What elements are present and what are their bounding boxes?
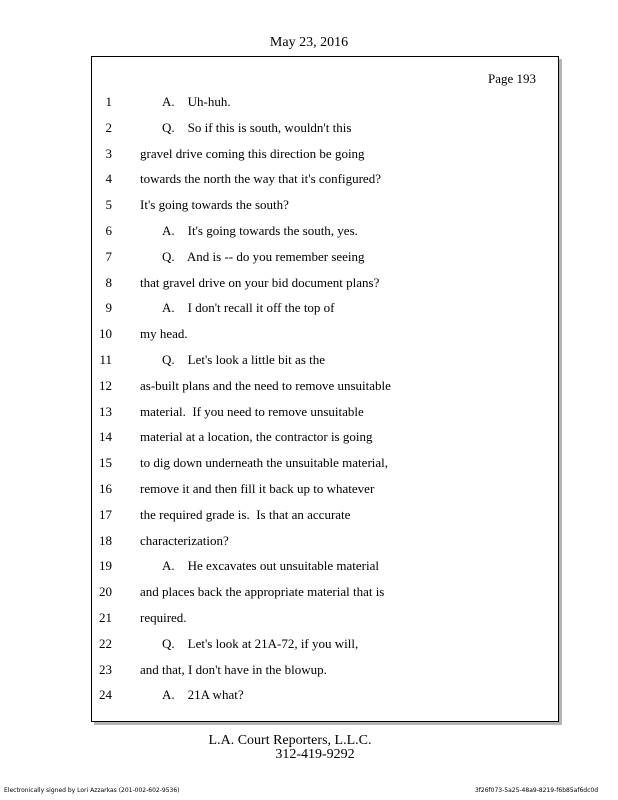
line-text: the required grade is. Is that an accurate	[140, 506, 351, 522]
transcript-line	[92, 171, 558, 187]
line-text: A. I don't recall it off the top of	[162, 300, 335, 316]
line-text: A. It's going towards the south, yes.	[162, 223, 358, 238]
reporter-company: L.A. Court Reporters, L.L.C.	[208, 733, 372, 748]
line-text: material at a location, the contractor is going	[140, 429, 373, 445]
document-hash: 3f26f073-5a25-48a9-8219-f6b85af6dc0d	[474, 787, 598, 794]
line-number: 1	[105, 94, 112, 109]
transcript-line	[92, 404, 558, 420]
line-number: 18	[99, 532, 112, 548]
line-text: It's going towards the south?	[140, 197, 289, 213]
transcript-line	[92, 146, 558, 162]
line-number: 19	[99, 558, 112, 574]
line-number: 10	[99, 326, 112, 342]
transcript-line	[92, 249, 558, 265]
line-number: 20	[99, 584, 112, 600]
line-number: 17	[99, 506, 112, 522]
line-text: A. 21A what?	[162, 687, 244, 703]
transcript-date: May 23, 2016	[269, 35, 349, 50]
transcript-line	[92, 120, 558, 136]
line-text: as-built plans and the need to remove unsuitable	[140, 377, 391, 393]
line-number: 4	[105, 171, 112, 187]
line-number: 2	[105, 119, 112, 135]
transcript-line	[92, 275, 558, 291]
line-number: 7	[105, 248, 112, 264]
line-text: and that, I don't have in the blowup.	[140, 661, 327, 677]
line-text: A. He excavates out unsuitable material	[162, 558, 379, 574]
transcript-line	[92, 455, 558, 471]
line-text: remove it and then fill it back up to whatever	[140, 481, 375, 496]
transcript-line	[92, 326, 558, 342]
line-number: 11	[99, 352, 112, 367]
transcript-line	[92, 300, 558, 316]
line-text: gravel drive coming this direction be going	[140, 145, 365, 161]
line-text: material. If you need to remove unsuitable	[140, 403, 364, 419]
line-number: 21	[99, 610, 112, 625]
transcript-page	[91, 56, 559, 722]
line-number: 15	[99, 455, 112, 471]
line-number: 3	[105, 145, 112, 161]
transcript-line	[92, 378, 558, 394]
line-number: 24	[99, 687, 112, 703]
line-text: required.	[140, 610, 187, 625]
line-text: to dig down underneath the unsuitable material,	[140, 455, 389, 471]
line-text: characterization?	[140, 532, 229, 548]
line-text: Q. Let's look a little bit as the	[162, 352, 326, 367]
line-number: 12	[99, 377, 112, 393]
line-number: 16	[99, 481, 112, 496]
electronic-signature: Electronically signed by Lori Azzarkas (201-002-602-9536)	[4, 787, 180, 794]
transcript-line	[92, 636, 558, 652]
transcript-line	[92, 197, 558, 213]
page-number: Page 193	[487, 71, 536, 86]
line-text: towards the north the way that it's configured?	[140, 171, 381, 187]
line-text: A. Uh-huh.	[162, 94, 231, 109]
transcript-line	[92, 429, 558, 445]
line-text: my head.	[140, 326, 188, 342]
transcript-line	[92, 223, 558, 239]
reporter-phone: 312-419-9292	[275, 747, 355, 762]
transcript-line	[92, 352, 558, 368]
line-text: and places back the appropriate material that is	[140, 584, 385, 600]
line-number: 22	[99, 635, 112, 651]
line-number: 6	[105, 223, 112, 238]
transcript-line	[92, 94, 558, 110]
transcript-line	[92, 507, 558, 523]
transcript-line	[92, 584, 558, 600]
line-text: that gravel drive on your bid document plans?	[140, 274, 380, 290]
line-text: Q. So if this is south, wouldn't this	[162, 119, 352, 135]
line-number: 8	[105, 274, 112, 290]
line-number: 23	[99, 661, 112, 677]
transcript-line	[92, 662, 558, 678]
line-number: 13	[99, 403, 112, 419]
transcript-line	[92, 533, 558, 549]
line-number: 14	[99, 429, 112, 445]
line-number: 9	[105, 300, 112, 316]
line-text: Q. Let's look at 21A-72, if you will,	[162, 635, 359, 651]
transcript-line	[92, 610, 558, 626]
transcript-line	[92, 687, 558, 703]
line-number: 5	[105, 197, 112, 213]
transcript-line	[92, 558, 558, 574]
line-text: Q. And is -- do you remember seeing	[162, 248, 365, 264]
transcript-line	[92, 481, 558, 497]
